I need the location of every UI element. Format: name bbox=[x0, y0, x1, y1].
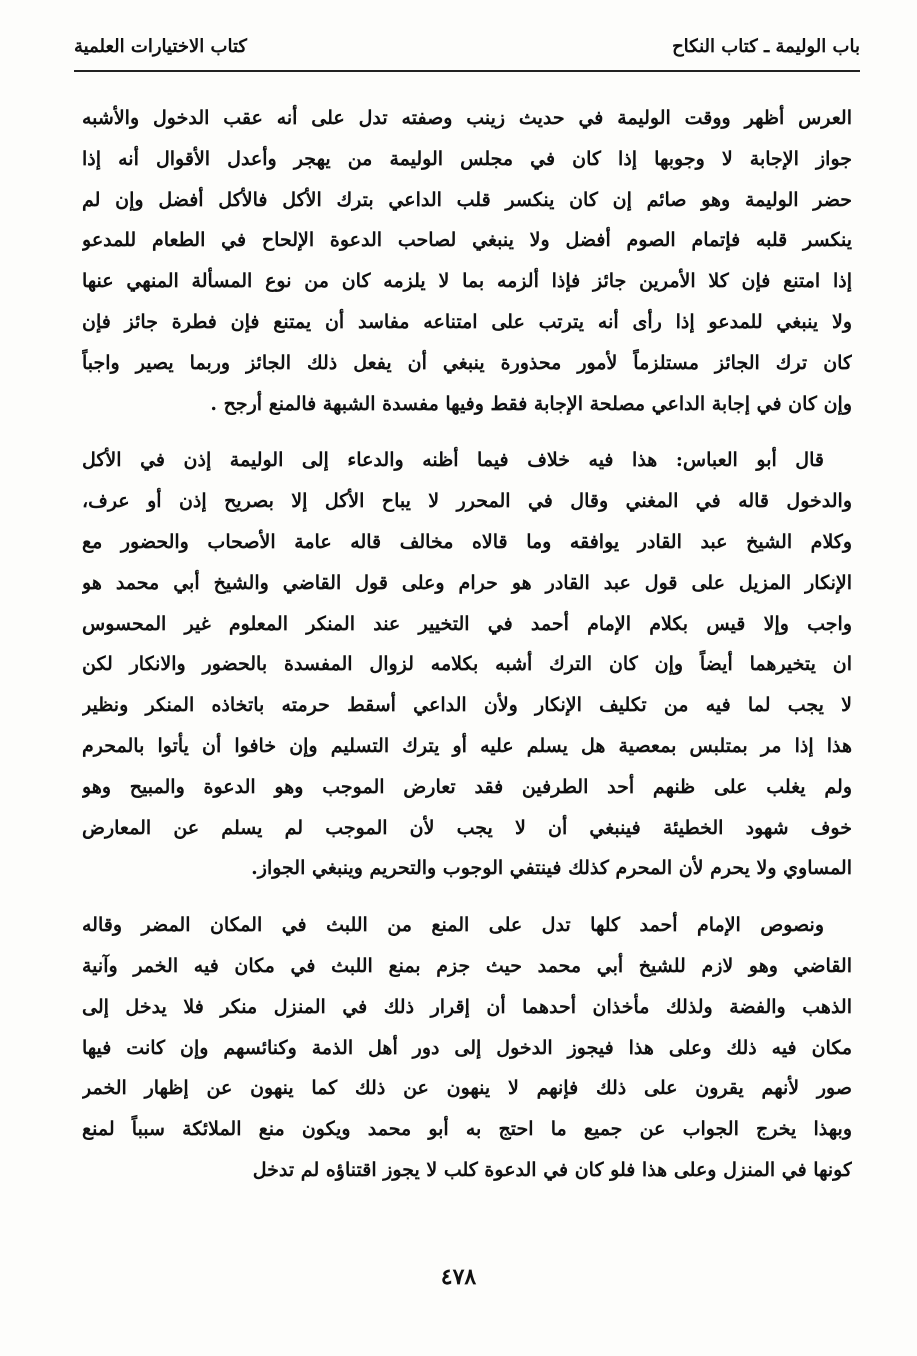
paragraph bbox=[82, 440, 852, 889]
text-line: والدخول قاله في المغني وقال في المحرر لا يباح الأكل إلا بصريح إذن أو عرف، bbox=[82, 490, 852, 513]
text-line: صور لأنهم يقرون على ذلك فإنهم لا ينهون عن ذلك كما ينهون عن إظهار الخمر bbox=[82, 1077, 852, 1100]
book-title: كتاب الاختيارات العلمية bbox=[74, 36, 247, 57]
paragraph bbox=[82, 98, 852, 424]
text-line: هذا إذا مر بمتلبس بمعصية هل يسلم عليه أو يترك التسليم وإن خافوا أن يأتوا بالمحرم bbox=[82, 734, 852, 757]
text-line: القاضي وهو لازم للشيخ أبي محمد حيث جزم بمنع اللبث في مكان فيه الخمر وآنية bbox=[82, 954, 852, 977]
paragraph bbox=[82, 905, 852, 1191]
chapter-title: باب الوليمة ـ كتاب النكاح bbox=[672, 36, 860, 57]
text-line: وإن كان في إجابة الداعي مصلحة الإجابة فقط وفيها مفسدة الشبهة فالمنع أرجح . bbox=[210, 392, 852, 415]
running-header bbox=[74, 32, 860, 66]
text-line: لا يجب لما فيه من تكليف الإنكار ولأن الداعي أسقط حرمته باتخاذه المنكر ونظير bbox=[82, 694, 852, 717]
text-line: الذهب والفضة ولذلك مأخذان أحدهما أن إقرار ذلك في المنزل منكر فلا يدخل إلى bbox=[82, 995, 852, 1018]
text-line: ينكسر قلبه فإتمام الصوم أفضل ولا ينبغي لصاحب الدعوة الإلحاح في الطعام للمدعو bbox=[82, 229, 852, 252]
text-line: وكلام الشيخ عبد القادر يوافقه وما قالاه مخالف قاله عامة الأصحاب والحضور مع bbox=[82, 530, 852, 553]
text-body bbox=[82, 98, 852, 1191]
text-line: قال أبو العباس: هذا فيه خلاف فيما أظنه والدعاء إلى الوليمة إذن في الأكل bbox=[82, 449, 824, 472]
text-line: حضر الوليمة وهو صائم إن كان ينكسر قلب الداعي بترك الأكل فالأكل أفضل وإن لم bbox=[82, 188, 852, 211]
text-line: خوف شهود الخطيئة فينبغي أن لا يجب لأن الموجب لم يسلم عن المعارض bbox=[82, 816, 852, 839]
text-line: ولم يغلب على ظنهم أحد الطرفين فقد تعارض الموجب وهو الدعوة والمبيح وهو bbox=[82, 775, 852, 798]
text-line: إذا امتنع فإن كلا الأمرين جائز فإذا ألزمه بما لا يلزمه كان من نوع المسألة المنهي عنها bbox=[82, 270, 852, 293]
text-line: المساوي ولا يحرم لأن المحرم كذلك فينتفي الوجوب والتحريم وينبغي الجواز. bbox=[251, 857, 852, 880]
text-line: العرس أظهر ووقت الوليمة في حديث زينب وصفته تدل على أنه عقب الدخول والأشبه bbox=[82, 107, 852, 129]
header-rule bbox=[74, 70, 860, 72]
text-line: ولا ينبغي للمدعو إذا رأى أنه يترتب على امتناعه مفاسد أن يمتنع فإن فطرة جائز فإن bbox=[82, 310, 852, 333]
text-line: واجب وإلا قيس بكلام الإمام أحمد في التخيير عند المنكر المعلوم غير المحسوس bbox=[82, 612, 852, 635]
text-line: مكان فيه ذلك وعلى هذا فيجوز الدخول إلى دور أهل الذمة وكنائسهم وإن كانت فيها bbox=[82, 1036, 852, 1059]
text-line: كان ترك الجائز مستلزماً لأمور محذورة ينبغي أن يفعل ذلك الجائز وربما يصير واجباً bbox=[82, 351, 852, 374]
text-line: وبهذا يخرج الجواب عن جميع ما احتج به أبو محمد ويكون منع الملائكة سبباً لمنع bbox=[82, 1118, 852, 1141]
text-line: كونها في المنزل وعلى هذا فلو كان في الدعوة كلب لا يجوز اقتناؤه لم تدخل bbox=[252, 1158, 852, 1181]
text-line: الإنكار المزيل على قول عبد القادر هو حرام وعلى قول القاضي والشيخ أبي محمد هو bbox=[82, 571, 852, 594]
page-number: ٤٧٨ bbox=[440, 1264, 477, 1290]
text-line: ونصوص الإمام أحمد كلها تدل على المنع من اللبث في المكان المضر وقاله bbox=[82, 914, 824, 937]
text-line: ان يتخيرهما أيضاً وإن كان الترك أشبه بكلامه لزوال المفسدة بالحضور والانكار لكن bbox=[82, 653, 852, 676]
text-line: جواز الإجابة لا وجوبها إذا كان في مجلس الوليمة من يهجر وأعدل الأقوال أنه إذا bbox=[82, 147, 852, 170]
